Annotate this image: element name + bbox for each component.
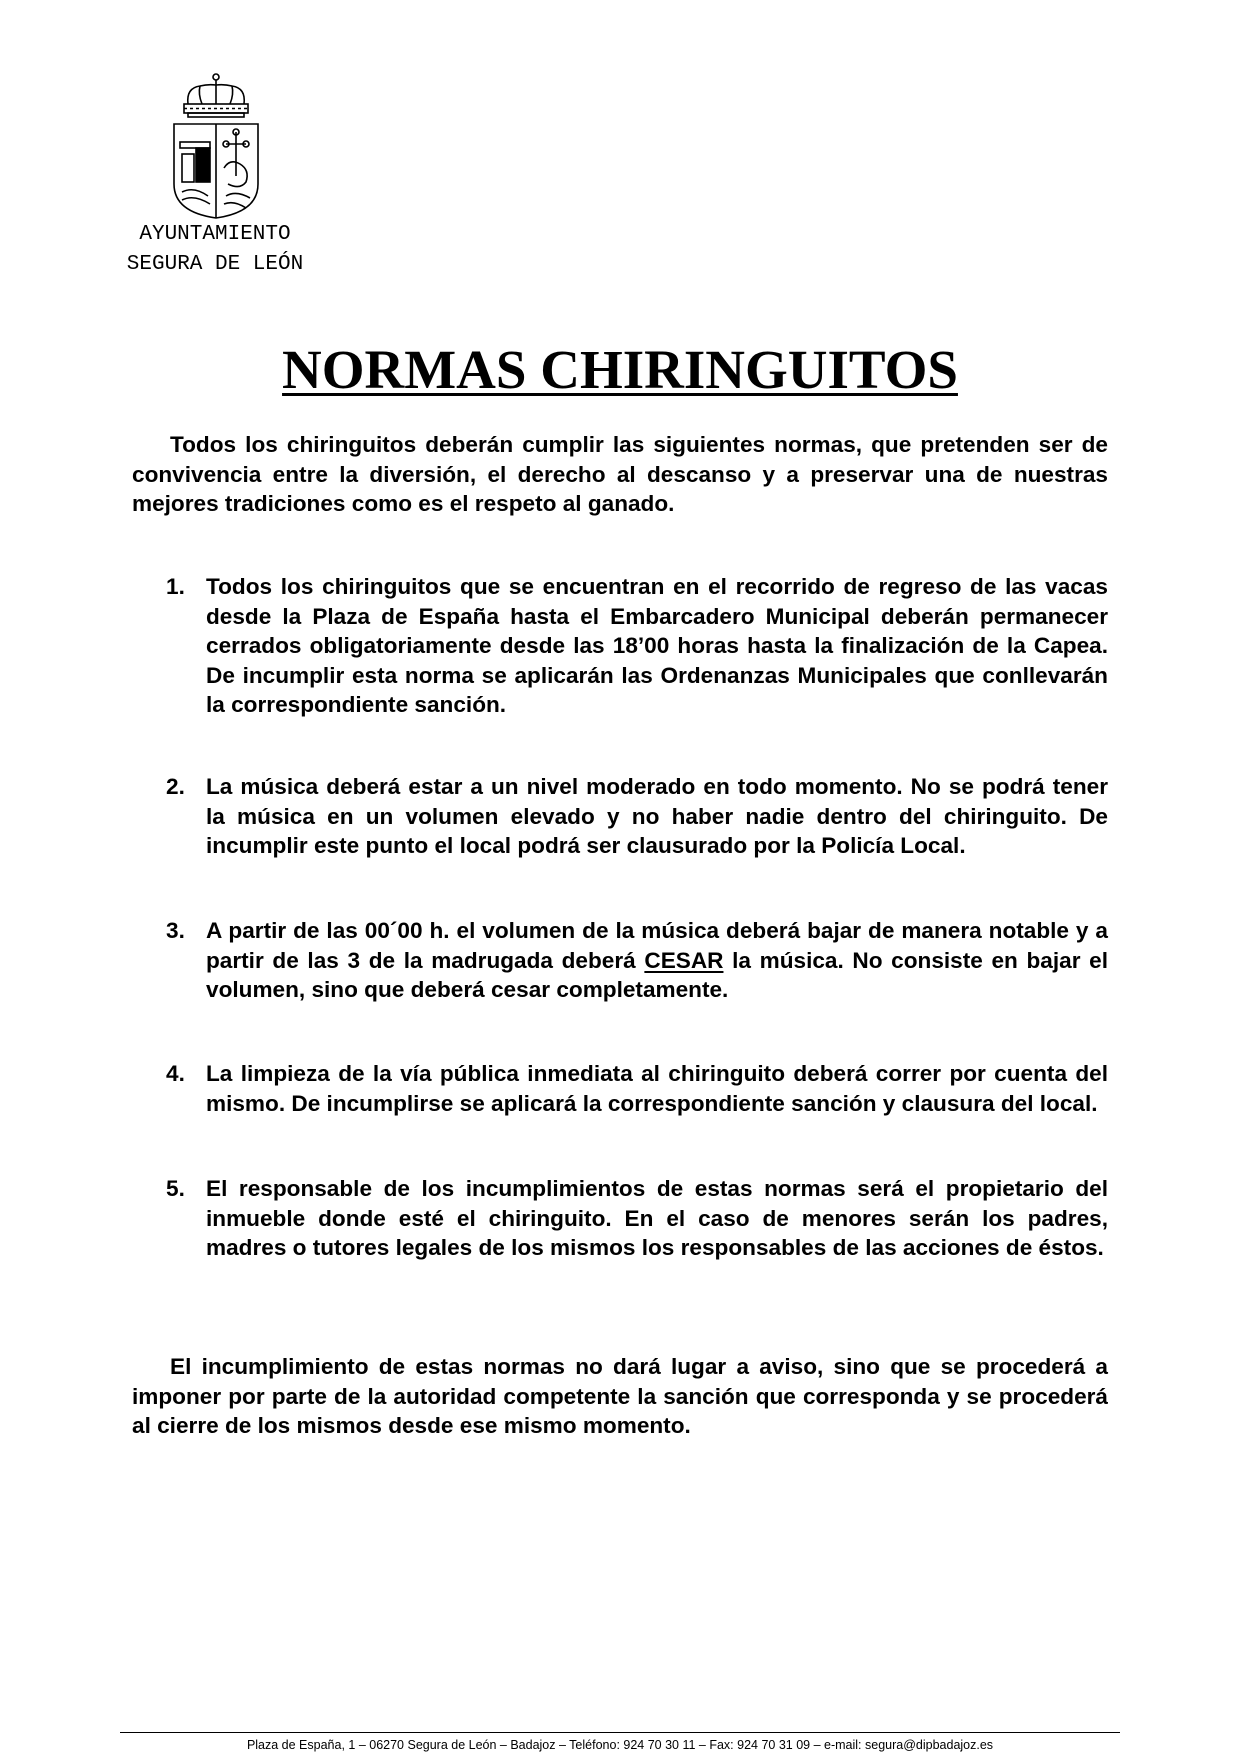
footer-divider bbox=[120, 1732, 1120, 1733]
org-line-1: AYUNTAMIENTO bbox=[139, 223, 291, 246]
document-title-text: NORMAS CHIRINGUITOS bbox=[282, 339, 958, 400]
rule-number: 5. bbox=[166, 1176, 185, 1201]
rule-item-5 bbox=[166, 1174, 1108, 1263]
closing-paragraph: El incumplimiento de estas normas no dará lugar a aviso, sino que se procederá a imponer por parte de la autoridad competente la sanción que corresponda y se procederá al cierre de los mismos desde ese mismo momento. bbox=[132, 1354, 1108, 1438]
rule-number: 2. bbox=[166, 774, 185, 799]
rule-number: 3. bbox=[166, 918, 185, 943]
rule-text-end: la música. No consiste en bajar el volumen, sino que deberá cesar completamente. bbox=[206, 947, 1108, 1002]
document-title bbox=[0, 338, 1240, 402]
rule-item-4 bbox=[166, 1059, 1108, 1118]
intro-paragraph: Todos los chiringuitos deberán cumplir las siguientes normas, que pretenden ser de convivencia entre la diversión, el derecho al descanso y a preservar una de nuestras mejores tradiciones como es el respeto al ganado. bbox=[132, 432, 1108, 516]
rule-text: La música deberá estar a un nivel moderado en todo momento. No se podrá tener la música en un volumen elevado y no haber nadie dentro del chiringuito. De incumplir este punto el local podrá ser clausurado por la Policía Local. bbox=[206, 774, 1108, 858]
municipal-coat-of-arms-icon bbox=[170, 72, 262, 220]
rule-text: El responsable de los incumplimientos de estas normas será el propietario del inmueble donde esté el chiringuito. En el caso de menores serán los padres, madres o tutores legales de los mismos los responsables de las acciones de éstos. bbox=[206, 1176, 1108, 1260]
rule-text: Todos los chiringuitos que se encuentran en el recorrido de regreso de las vacas desde la Plaza de España hasta el Embarcadero Municipal deberán permanecer cerrados obligatoriamente desde las 18’00 horas hasta la finalización de la Capea. De incumplir esta norma se aplicarán las Ordenanzas Municipales que conllevarán la correspondiente sanción. bbox=[206, 574, 1108, 717]
rule-emphasis: CESAR bbox=[644, 947, 724, 973]
rule-item-3 bbox=[166, 916, 1108, 1005]
rule-number: 1. bbox=[166, 574, 185, 599]
rule-number: 4. bbox=[166, 1061, 185, 1086]
rule-text-start: A partir de las 00´00 h. el volumen de la música deberá bajar de manera notable y a partir de las 3 de la madrugada deberá bbox=[206, 918, 1108, 973]
rule-item-1 bbox=[166, 572, 1108, 720]
rule-text: La limpieza de la vía pública inmediata al chiringuito deberá correr por cuenta del mismo. De incumplirse se aplicará la correspondiente sanción y clausura del local. bbox=[206, 1061, 1108, 1116]
rule-item-2 bbox=[166, 772, 1108, 861]
footer-contact: Plaza de España, 1 – 06270 Segura de León – Badajoz – Teléfono: 924 70 30 11 – Fax: 924 70 31 09 – e-mail: segura@dipbadajoz.es bbox=[246, 1738, 994, 1752]
org-line-2: SEGURA DE LEÓN bbox=[126, 253, 304, 276]
organization-name bbox=[100, 220, 330, 280]
